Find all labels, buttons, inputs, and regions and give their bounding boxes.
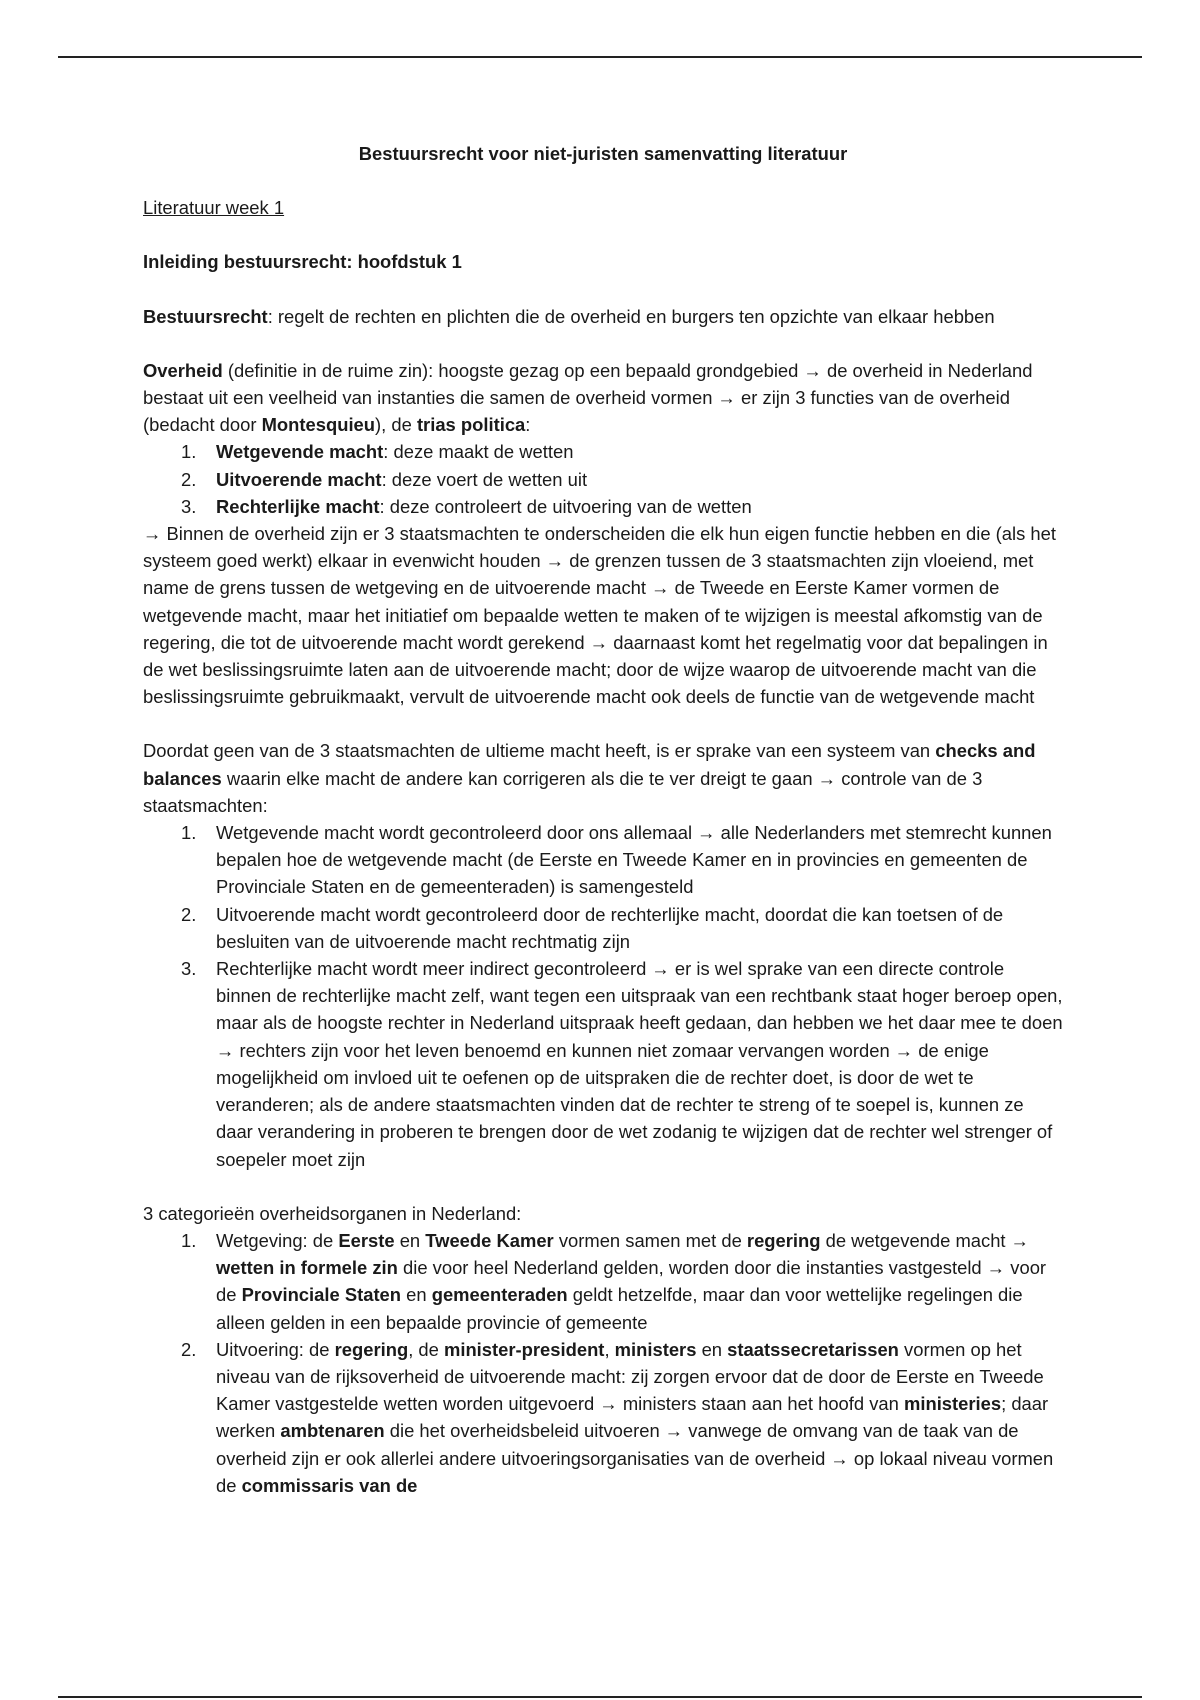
list-text: : deze voert de wetten uit — [381, 468, 588, 490]
list-text: en — [696, 1338, 728, 1360]
list-text: Wetgeving: de — [216, 1229, 339, 1251]
list-term: ministeries — [904, 1393, 1002, 1415]
list-term: Wetgevende macht — [216, 441, 384, 463]
categories-intro: 3 categorieën overheidsorganen in Nederland: — [143, 1202, 522, 1224]
week-heading: Literatuur week 1 — [143, 197, 285, 219]
list-term: gemeenteraden — [431, 1284, 568, 1306]
list-text: : deze controleert de uitvoering van de wetten — [379, 495, 752, 517]
header-rule — [58, 56, 1142, 58]
list-number: 2. — [181, 903, 197, 925]
list-term: Eerste — [338, 1229, 395, 1251]
list-number: 2. — [181, 1338, 197, 1360]
list-item — [143, 493, 1063, 520]
list-item — [143, 466, 1063, 493]
list-text: die het overheidsbeleid uitvoeren → vanwege de omvang van de taak van de overheid zijn er ook allerlei andere uitvoeringsorganisaties van de overheid → op lokaal niveau vormen de — [216, 1420, 1054, 1496]
list-item — [143, 1336, 1063, 1499]
list-item — [143, 819, 1063, 901]
overheid-text: (definitie in de ruime zin): hoogste gezag op een bepaald grondgebied → de overheid in Nederland bestaat uit een veelheid van instanties die samen de overheid vormen → er zijn 3 functies van de overheid (bedacht door — [143, 359, 1033, 436]
checks-text: waarin elke macht de andere kan corrigeren als die te ver dreigt te gaan → controle van de 3 staatsmachten: — [143, 767, 983, 816]
definition-paragraph — [143, 303, 1063, 330]
checks-text: Doordat geen van de 3 staatsmachten de ultieme macht heeft, is er sprake van een systeem van — [143, 740, 936, 762]
list-item — [143, 1227, 1063, 1336]
overheid-term: Overheid — [143, 359, 223, 381]
list-text: Uitvoering: de — [216, 1338, 335, 1360]
list-text: de wetgevende macht → — [820, 1229, 1030, 1251]
list-term: regering — [746, 1229, 821, 1251]
list-number: 3. — [181, 495, 197, 517]
chapter-heading: Inleiding bestuursrecht: hoofdstuk 1 — [143, 251, 462, 273]
list-number: 1. — [181, 1229, 197, 1251]
list-number: 1. — [181, 441, 197, 463]
list-text: geldt hetzelfde, maar dan voor wettelijke regelingen die alleen gelden in een bepaalde provincie of gemeente — [216, 1284, 1023, 1333]
checks-paragraph — [143, 737, 1063, 819]
list-term: Tweede Kamer — [425, 1229, 554, 1251]
montesquieu-term: Montesquieu — [261, 414, 376, 436]
powers-explanation: → Binnen de overheid zijn er 3 staatsmachten te onderscheiden die elk hun eigen functie hebben en die (als het systeem goed werkt) elkaar in evenwicht houden → de grenzen tussen de 3 staatsmachten zijn vloeiend, met name de grens tussen de wetgeving en de uitvoerende macht → de Tweede en Eerste Kamer vormen de wetgevende macht, maar het initiatief om bepaalde wetten te maken of te wijzigen is meestal afkomstig van de regering, die tot de uitvoerende macht wordt gerekend → daarnaast komt het regelmatig voor dat bepalingen in de wet beslissingsruimte laten aan de uitvoerende macht; door de wijze waarop de uitvoerende macht van die beslissingsruimte gebruikmaakt, vervult de uitvoerende macht ook deels de functie van de wetgevende macht — [143, 523, 1056, 708]
list-term: ministers — [614, 1338, 697, 1360]
overheid-paragraph — [143, 357, 1063, 439]
list-term: ambtenaren — [280, 1420, 385, 1442]
categories-list — [143, 1227, 1063, 1499]
list-text: Rechterlijke macht wordt meer indirect gecontroleerd → er is wel sprake van een directe controle binnen de rechterlijke macht zelf, want tegen een uitspraak van een rechtbank staat hoger beroep open, maar als de hoogste rechter in Nederland uitspraak heeft gedaan, dan hebben we het daar mee te doen → rechters zijn voor het leven benoemd en kunnen niet zomaar vervangen worden → de enige mogelijkheid om invloed uit te oefenen op de uitspraken die de rechter doet, is door de wet te veranderen; als de andere staatsmachten vinden dat de rechter te streng of te soepel is, kunnen ze daar verandering in proberen te brengen door de wet zodanig te wijzigen dat de rechter wel strenger of soepeler moet zijn — [216, 958, 1063, 1170]
list-text: : deze maakt de wetten — [383, 441, 574, 463]
list-text: ; daar werken — [216, 1393, 1049, 1442]
list-term: commissaris van de — [241, 1474, 418, 1496]
document-title: Bestuursrecht voor niet-juristen samenvatting literatuur — [358, 143, 848, 164]
list-term: Uitvoerende macht — [216, 468, 382, 490]
overheid-text: ), de — [375, 414, 417, 436]
list-term: staatssecretarissen — [727, 1338, 899, 1360]
powers-list — [143, 438, 1063, 520]
list-text: , — [604, 1338, 615, 1360]
list-item — [143, 438, 1063, 465]
document-page — [143, 140, 1063, 1499]
list-term: Rechterlijke macht — [216, 495, 380, 517]
overheid-text: : — [525, 414, 531, 436]
list-item — [143, 955, 1063, 1173]
definition-term: Bestuursrecht — [143, 305, 268, 327]
list-text: en — [394, 1229, 426, 1251]
checks-term: checks and balances — [143, 740, 1036, 789]
list-text: en — [401, 1284, 432, 1306]
footer-rule — [58, 1696, 1142, 1698]
list-text: vormen samen met de — [553, 1229, 747, 1251]
trias-term: trias politica — [416, 414, 526, 436]
list-text: vormen op het niveau van de rijksoverheid de uitvoerende macht: zij zorgen ervoor dat de door de Eerste en Tweede Kamer vastgestelde wetten worden uitgevoerd → ministers staan aan het hoofd van — [216, 1338, 1044, 1415]
list-item — [143, 901, 1063, 955]
list-term: regering — [334, 1338, 409, 1360]
list-term: Provinciale Staten — [241, 1284, 402, 1306]
definition-text: : regelt de rechten en plichten die de overheid en burgers ten opzichte van elkaar hebben — [267, 305, 995, 327]
list-text: , de — [408, 1338, 444, 1360]
list-term: wetten in formele zin — [216, 1257, 398, 1279]
list-number: 3. — [181, 958, 197, 980]
list-term: minister-president — [443, 1338, 605, 1360]
list-text: Wetgevende macht wordt gecontroleerd door ons allemaal → alle Nederlanders met stemrecht kunnen bepalen hoe de wetgevende macht (de Eerste en Tweede Kamer en in provincies en gemeenten de Provinciale Staten en de gemeenteraden) is samengesteld — [216, 822, 1052, 898]
list-text: Uitvoerende macht wordt gecontroleerd door de rechterlijke macht, doordat die kan toetsen of de besluiten van de uitvoerende macht rechtmatig zijn — [216, 903, 1004, 952]
list-text: die voor heel Nederland gelden, worden door die instanties vastgesteld → voor de — [216, 1257, 1047, 1306]
controls-list — [143, 819, 1063, 1173]
list-number: 1. — [181, 822, 197, 844]
list-number: 2. — [181, 468, 197, 490]
